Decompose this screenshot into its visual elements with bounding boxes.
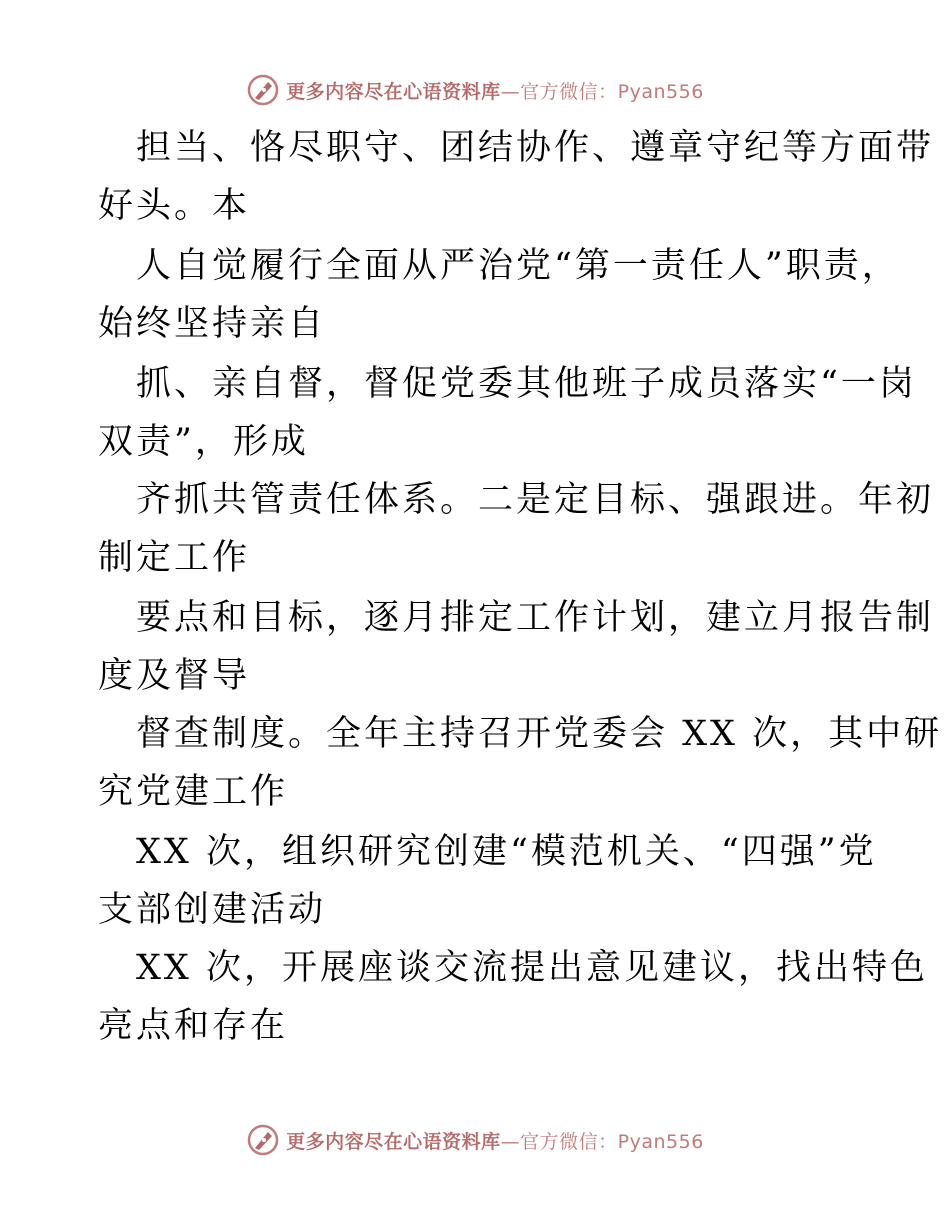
pen-nib-logo-icon: [246, 73, 280, 107]
paragraph-line: 抓、亲自督，督促党委其他班子成员落实“一岗: [136, 364, 917, 404]
footer-watermark: [0, 1120, 950, 1160]
paragraph-line: XX 次，组织研究创建“模范机关、“四强”党: [136, 832, 877, 872]
paragraph-line: 要点和目标，逐月排定工作计划，建立月报告制: [136, 598, 935, 638]
paragraph-line: 双责”，形成: [98, 422, 309, 462]
watermark-text: 更多内容尽在心语资料库—官方微信：Pyan556: [286, 80, 704, 103]
watermark-text: 更多内容尽在心语资料库—官方微信：Pyan556: [286, 1130, 704, 1153]
paragraph-line: 齐抓共管责任体系。二是定目标、强跟进。年初: [136, 480, 935, 520]
paragraph-line: 担当、恪尽职守、团结协作、遵章守纪等方面带: [136, 128, 935, 168]
paragraph-line: 究党建工作: [98, 772, 289, 812]
pen-nib-logo-icon: [246, 1123, 280, 1157]
paragraph-line: 亮点和存在: [98, 1006, 289, 1046]
paragraph-line: 始终坚持亲自: [98, 304, 327, 344]
paragraph-line: 督查制度。全年主持召开党委会 XX 次，其中研: [136, 714, 943, 754]
paragraph-line: XX 次，开展座谈交流提出意见建议，找出特色: [136, 948, 928, 988]
paragraph-line: 人自觉履行全面从严治党“第一责任人”职责，: [136, 246, 900, 286]
paragraph-line: 度及督导: [98, 656, 251, 696]
header-watermark: [0, 70, 950, 110]
paragraph-line: 好头。本: [98, 186, 251, 226]
paragraph-line: 制定工作: [98, 538, 251, 578]
paragraph-line: 支部创建活动: [98, 890, 327, 930]
